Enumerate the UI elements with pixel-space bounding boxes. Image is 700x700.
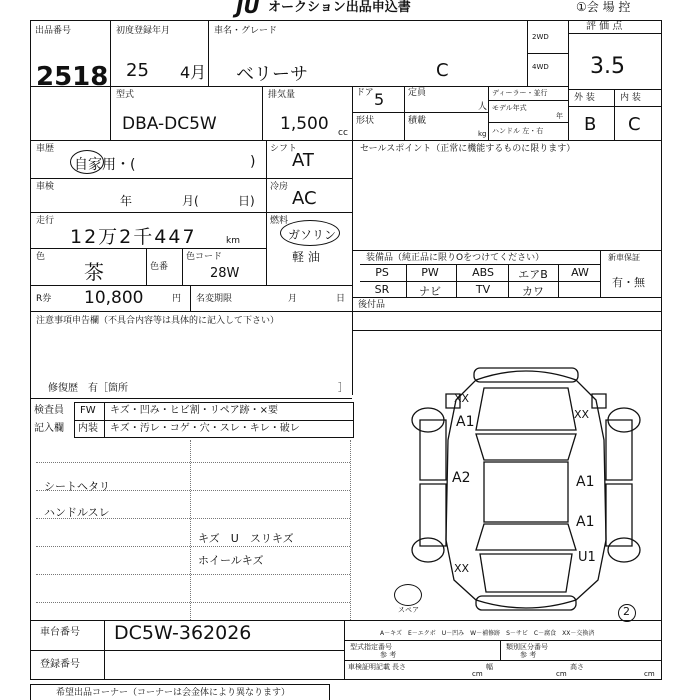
- mark-front-right: XX: [574, 408, 590, 421]
- width-label: 幅: [486, 663, 493, 671]
- mileage-value: 12万2千447: [70, 226, 197, 248]
- exterior-grade-value: B: [584, 114, 597, 135]
- drive-2wd-label: 2WD: [532, 33, 549, 41]
- spare-tire-icon: [394, 584, 422, 606]
- kg-unit: kg: [478, 130, 487, 138]
- vehicle-use-label: 車歴: [36, 144, 55, 154]
- fw-tag: FW: [80, 405, 96, 416]
- model-year-label: モデル年式: [492, 104, 527, 112]
- name-change-month: 月: [288, 294, 298, 304]
- lot-number-value: 2518: [36, 62, 109, 92]
- vehicle-use-value: 自家用・(: [74, 157, 136, 173]
- equip-abs: ABS: [472, 266, 494, 279]
- repair-history: 修復歴 有［箇所: [48, 383, 128, 394]
- name-change-day: 日: [336, 294, 346, 304]
- equip-pw: PW: [421, 266, 439, 279]
- model-designation-label: 型式指定番号: [350, 643, 392, 651]
- chassis-number-value: DC5W-362026: [114, 622, 252, 644]
- equip-leather: カワ: [522, 285, 544, 298]
- equip-tv: TV: [475, 283, 491, 296]
- name-change-label: 名変期限: [196, 294, 233, 304]
- note-right-2: ホイールキズ: [198, 554, 264, 567]
- mark-hood-left: A2: [452, 470, 471, 486]
- load-label: 積載: [408, 116, 427, 126]
- reg-year-value: 25: [126, 60, 149, 81]
- registration-label: 登録番号: [40, 659, 80, 670]
- post-fit-label: 後付品: [358, 300, 386, 310]
- mark-right-rear: A1: [576, 514, 595, 530]
- car-damage-diagram: [406, 360, 646, 618]
- mark-right-front: A1: [576, 474, 595, 490]
- equipment-label: 装備品（純正品に限りOをつけてください）: [366, 253, 545, 263]
- color-no-label: 色番: [150, 262, 169, 272]
- mark-rear-left: XX: [454, 562, 470, 575]
- reference-1: 参 考: [380, 651, 397, 659]
- shape-label: 形状: [356, 116, 375, 126]
- recycle-label: R券: [36, 294, 52, 304]
- first-registration-label: 初度登録年月: [116, 26, 171, 36]
- equip-navi: ナビ: [419, 285, 441, 298]
- year-unit: 年: [556, 112, 563, 120]
- mark-left-front-door: A1: [456, 414, 475, 430]
- note-left-1: シートヘタリ: [44, 480, 110, 493]
- fuel-diesel-value: 軽 油: [292, 250, 320, 264]
- inspection-month: 月(: [182, 194, 199, 208]
- inspection-day: 日): [238, 194, 255, 208]
- model-type-label: 型式: [116, 90, 135, 100]
- aircon-value: AC: [292, 188, 317, 209]
- sales-point-label: セールスポイント（正常に機能するものに限ります）: [360, 144, 576, 154]
- fuel-gas-value: ガソリン: [288, 228, 337, 242]
- note-left-2: ハンドルスレ: [44, 506, 110, 519]
- cert-length-label: 車検証明記載: [348, 663, 390, 671]
- doors-value: 5: [374, 90, 385, 109]
- capacity-label: 定員: [408, 88, 427, 98]
- displacement-value: 1,500: [280, 114, 329, 134]
- inspection-label: 車検: [36, 182, 55, 192]
- mark-front-left: XX: [454, 392, 470, 405]
- lot-number-label: 出品番号: [35, 26, 72, 36]
- header-logo: JU: [236, 0, 260, 18]
- height-label: 高さ: [570, 663, 584, 671]
- evaluation-label: 評 価 点: [586, 21, 623, 32]
- interior-label: 内 装: [620, 93, 641, 103]
- persons-unit: 人: [478, 102, 488, 112]
- interior-grade-value: C: [628, 114, 641, 135]
- note-circle-number: 2: [623, 605, 630, 618]
- dealer-label: ディーラー・並行: [492, 89, 548, 97]
- car-name-label: 車名・グレード: [214, 26, 278, 36]
- evaluation-value: 3.5: [590, 54, 625, 79]
- legend-codes: A－キズ E－エクボ U－凹み W－補修跡 S－サビ C－腐食 XX－交換済: [380, 630, 595, 637]
- fuel-label: 燃料: [270, 216, 289, 226]
- inspection-year: 年: [120, 194, 133, 208]
- color-code-label: 色コード: [186, 252, 223, 262]
- exterior-label: 外 装: [574, 93, 595, 103]
- displacement-label: 排気量: [268, 90, 296, 100]
- color-value: 茶: [84, 260, 104, 284]
- cm-3: cm: [644, 670, 655, 678]
- notes-title: 注意事項申告欄（不具合内容等は具体的に記入して下さい）: [36, 316, 280, 326]
- venue-label: ①会 場 控: [576, 0, 631, 14]
- equip-ps: PS: [375, 266, 389, 279]
- exterior-codes: キズ・凹み・ヒビ割・リペア跡・×要: [110, 405, 278, 416]
- color-label: 色: [36, 252, 46, 262]
- equip-airbag: エアB: [518, 268, 548, 281]
- car-name-value: ベリーサ: [236, 64, 308, 85]
- grade-value: C: [436, 60, 449, 81]
- header-title: オークション出品申込書: [268, 0, 411, 15]
- doors-label: ドア: [356, 88, 374, 98]
- writer-label: 記入欄: [34, 423, 64, 434]
- recycle-value: 10,800: [84, 288, 144, 308]
- note-right-1: キズ U スリキズ: [198, 532, 294, 545]
- handle-label: ハンドル 左・右: [492, 127, 544, 135]
- inspector-label: 検査員: [34, 405, 64, 416]
- category-number-label: 類別区分番号: [506, 643, 548, 651]
- reference-2: 参 考: [520, 651, 537, 659]
- mark-right-wheel: U1: [578, 550, 596, 565]
- shift-value: AT: [292, 150, 314, 171]
- equip-aw: AW: [571, 266, 589, 279]
- cm-2: cm: [556, 670, 567, 678]
- drive-4wd-label: 4WD: [532, 63, 549, 71]
- cm-1: cm: [472, 670, 483, 678]
- color-code-value: 28W: [210, 266, 240, 281]
- new-warranty-label: 新車保証: [608, 253, 640, 262]
- wish-corner-label: 希望出品コーナー（コーナーは会金体により異なります）: [56, 688, 291, 698]
- repair-close: ］: [338, 383, 348, 394]
- mileage-label: 走行: [36, 216, 55, 226]
- chassis-label: 車台番号: [40, 627, 80, 638]
- reg-month-value: 4月: [180, 63, 207, 82]
- shift-label: シフト: [270, 144, 298, 154]
- interior-tag: 内装: [78, 423, 98, 434]
- equip-sr: SR: [374, 283, 390, 296]
- cc-unit: cc: [338, 128, 348, 138]
- model-type-value: DBA-DC5W: [122, 114, 217, 134]
- vehicle-use-close: ): [250, 154, 256, 170]
- km-unit: km: [226, 236, 240, 246]
- interior-codes: キズ・汚レ・コゲ・穴・スレ・キレ・破レ: [110, 423, 300, 434]
- new-warranty-value: 有・無: [612, 276, 645, 289]
- spare-label: スペア: [398, 606, 419, 614]
- yen-unit: 円: [172, 294, 182, 304]
- aircon-label: 冷房: [270, 182, 289, 192]
- length-label: 長さ: [392, 663, 406, 671]
